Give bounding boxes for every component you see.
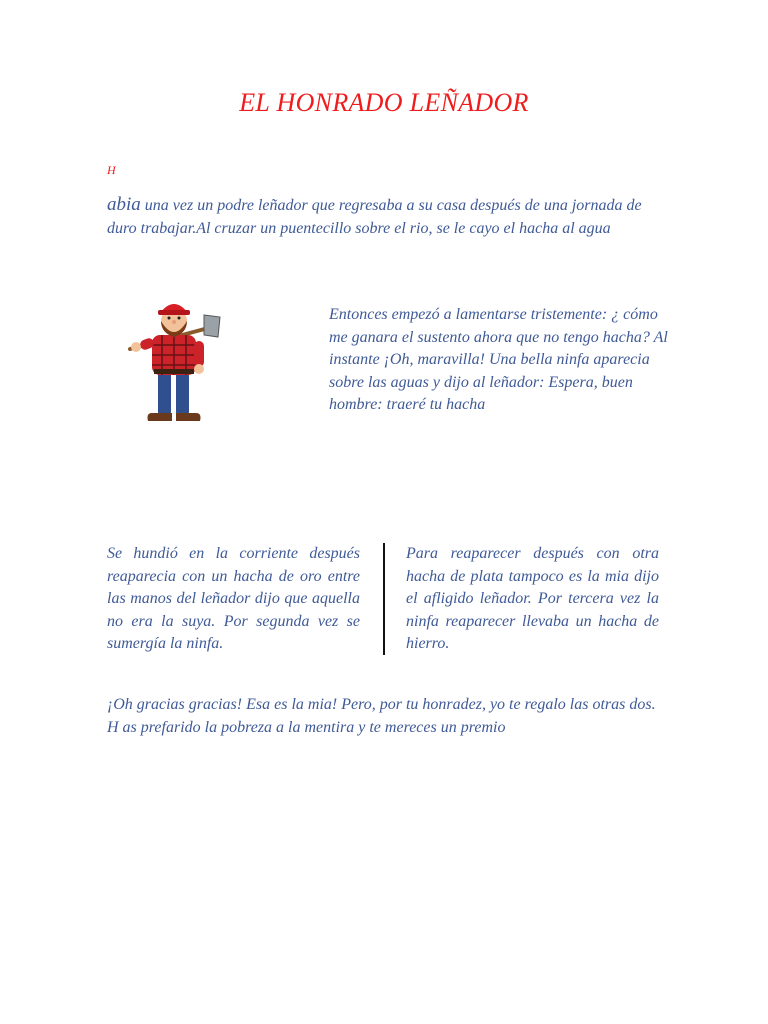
column-right-text: Para reaparecer después con otra hacha de plata tampoco es la mia dijo el afligido leñador. Por tercera vez la ninfa reaparecer llevaba un hacha de hierro.	[406, 545, 659, 652]
paragraph-final: ¡Oh gracias gracias! Esa es la mia! Pero, por tu honradez, yo te regalo las otras dos. H as prefarido la pobreza a la mentira y te mereces un premio	[107, 696, 656, 736]
paragraph-intro-text: una vez un podre leñador que regresaba a su casa después de una jornada de duro trabajar.Al cruzar un puentecillo sobre el rio, se le cayo el hacha al agua	[107, 197, 642, 237]
paragraph-lament: Entonces empezó a lamentarse tristemente: ¿ cómo me ganara el sustento ahora que no tengo hacha? Al instante ¡Oh, maravilla! Una bella ninfa aparecia sobre las aguas y dijo al leñador: Espera, buen hombre: traeré tu hacha	[329, 306, 668, 413]
page-title: EL HONRADO LEÑADOR	[239, 88, 529, 117]
column-divider	[383, 543, 385, 655]
paragraph-first-word: abia	[107, 194, 141, 215]
lumberjack-icon	[124, 297, 224, 429]
column-left-text: Se hundió en la corriente después reaparecia con un hacha de oro entre las manos del leñador dijo que aquella no era la suya. Por segunda vez se sumergía la ninfa.	[107, 545, 360, 652]
drop-cap: H	[107, 163, 116, 177]
paragraph-intro	[107, 194, 667, 240]
